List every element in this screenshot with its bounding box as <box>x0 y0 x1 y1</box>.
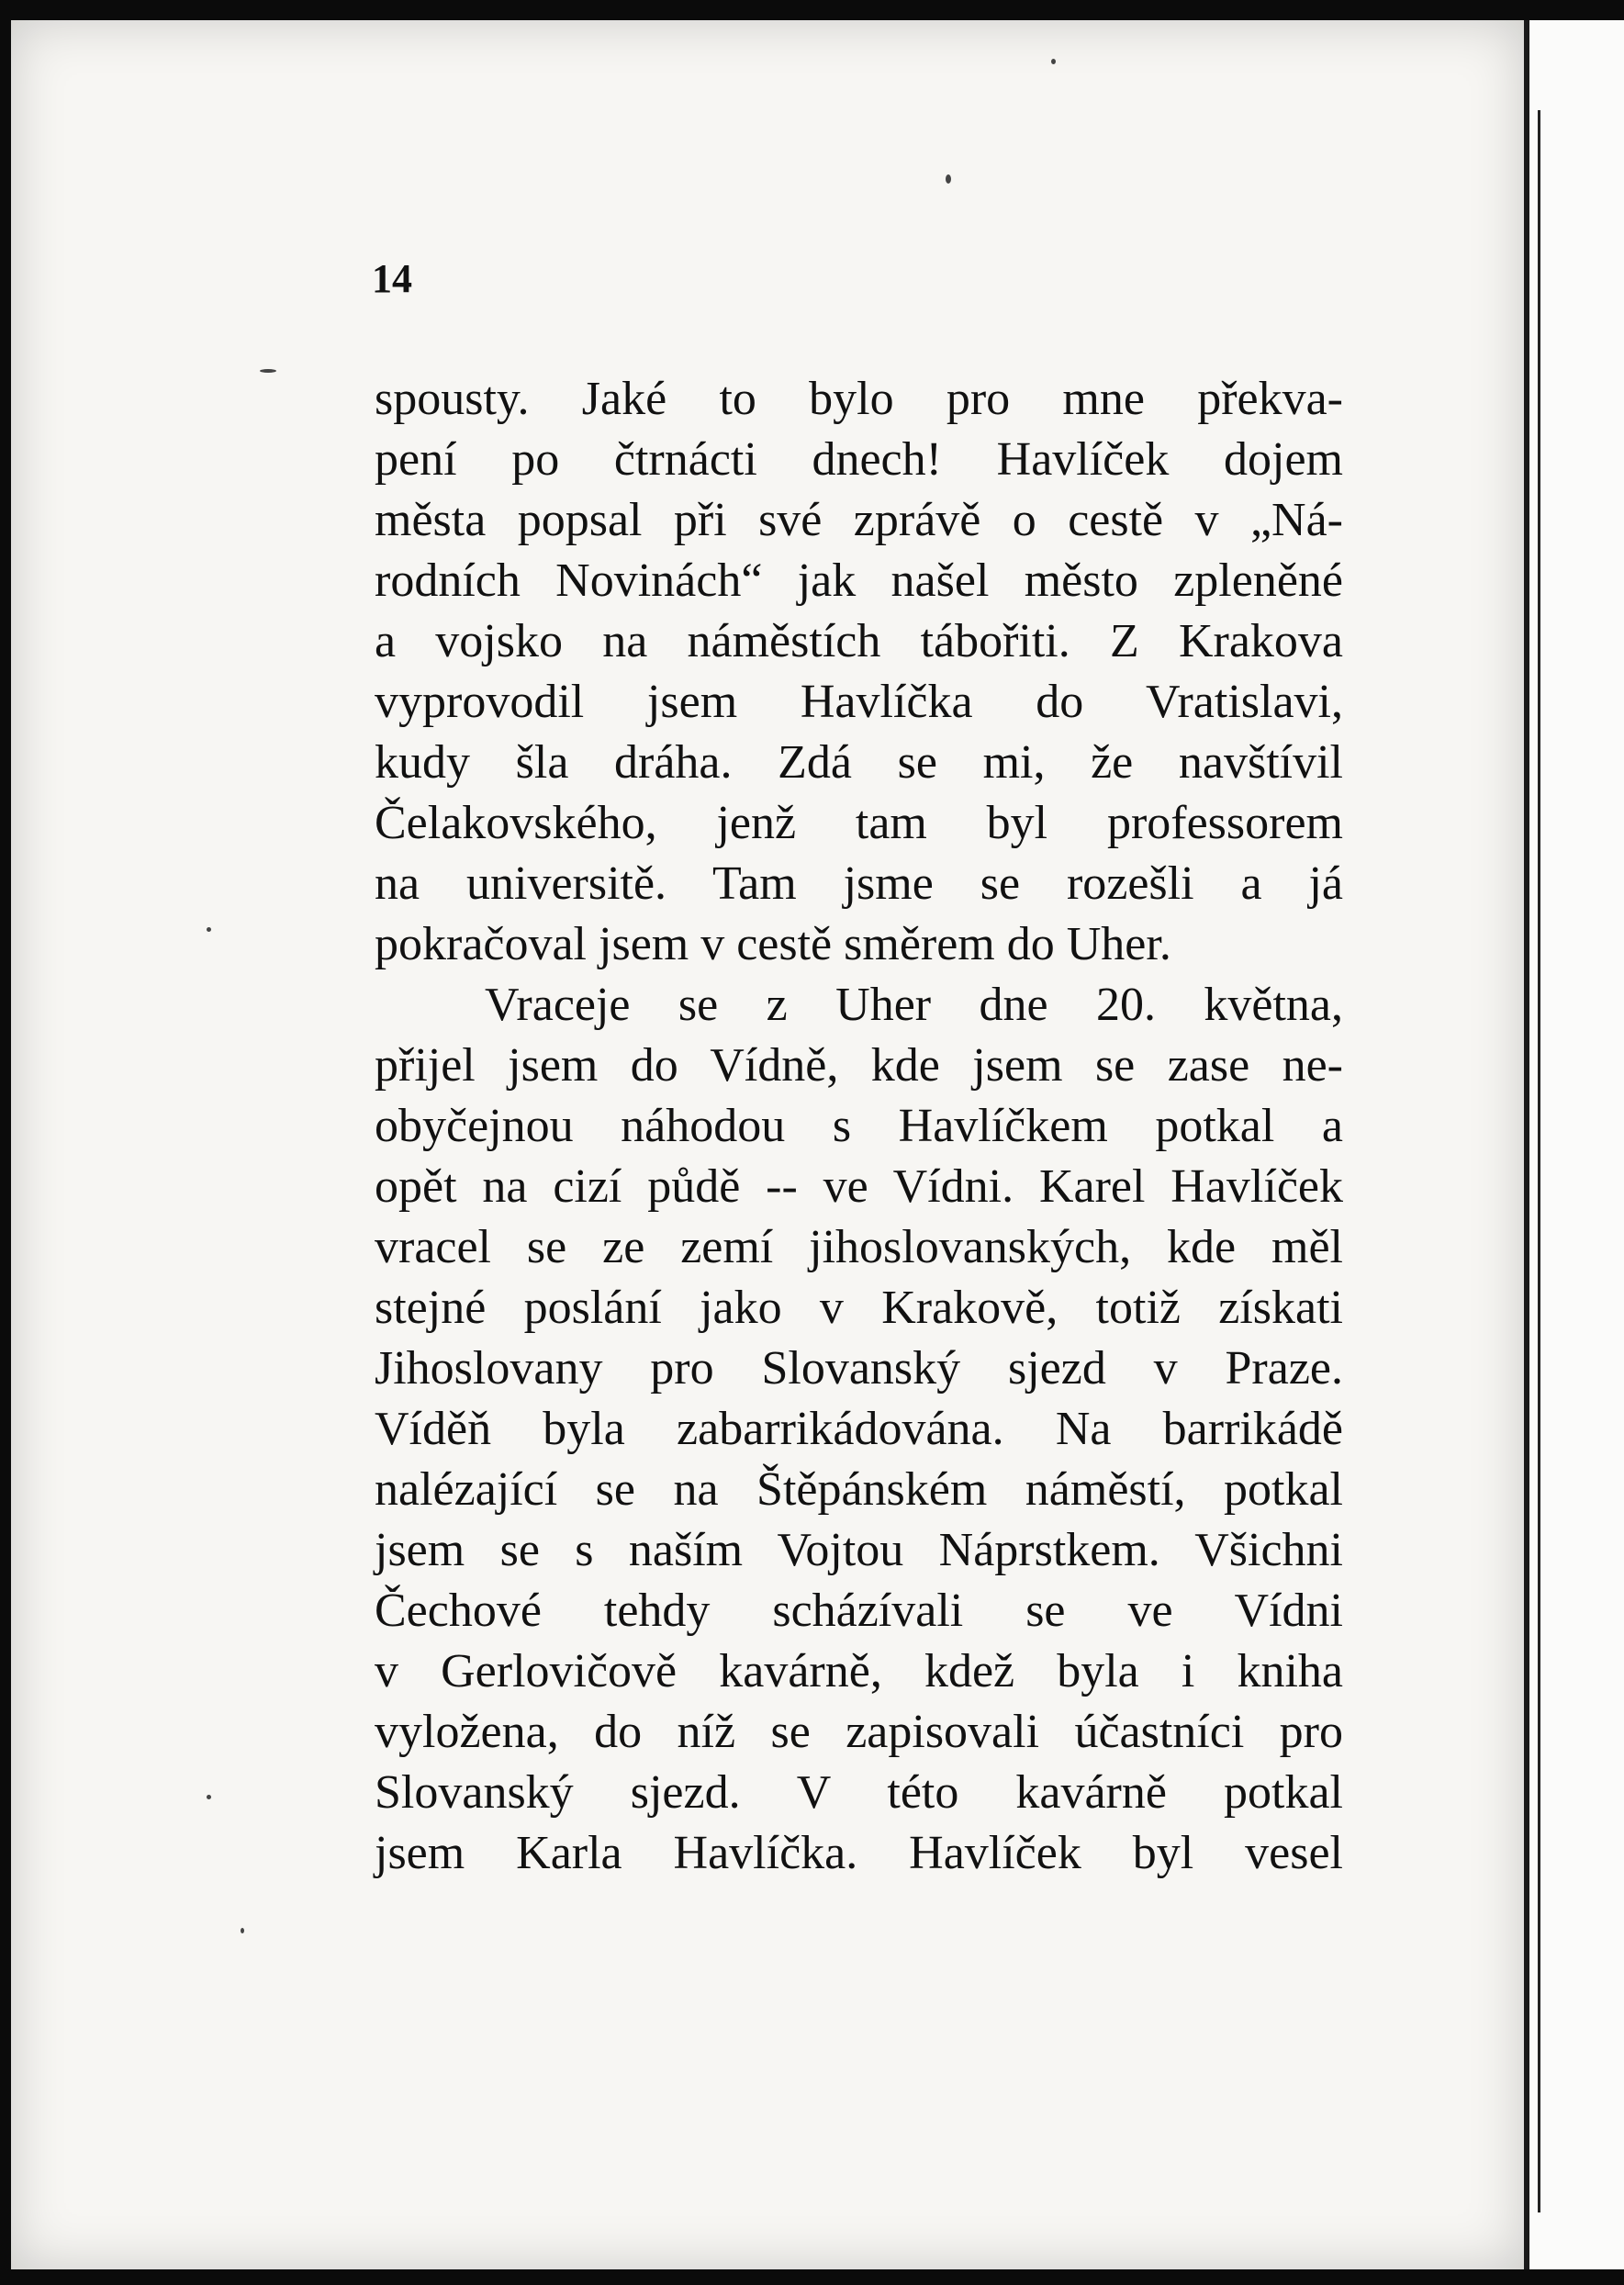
text-line: obyčejnou náhodou s Havlíčkem potkal a <box>375 1100 1343 1152</box>
text-line: kudy šla dráha. Zdá se mi, že navštívil <box>375 736 1343 789</box>
text-line: vracel se ze zemí jihoslovanských, kde měl <box>375 1221 1343 1273</box>
page-number: 14 <box>372 256 412 301</box>
adjacent-page-strip <box>1529 20 1624 2269</box>
dust-speck <box>946 174 951 184</box>
text-line: vyprovodil jsem Havlíčka do Vratislavi, <box>375 676 1343 728</box>
text-line: Čechové tehdy scházívali se ve Vídni <box>375 1585 1343 1637</box>
text-line: Jihoslovany pro Slovanský sjezd v Praze. <box>375 1342 1343 1395</box>
dust-speck <box>241 1928 244 1933</box>
text-line: jsem se s naším Vojtou Náprstkem. Všichni <box>375 1524 1343 1576</box>
text-line: města popsal při své zprávě o cestě v „Ná- <box>375 494 1343 546</box>
text-line: vyložena, do níž se zapisovali účastníci pro <box>375 1706 1343 1758</box>
text-line: spousty. Jaké to bylo pro mne překva- <box>375 373 1343 425</box>
text-line: v Gerlovičově kavárně, kdež byla i kniha <box>375 1645 1343 1697</box>
dust-speck <box>207 1795 211 1799</box>
text-line: Slovanský sjezd. V této kavárně potkal <box>375 1766 1343 1819</box>
text-line: a vojsko na náměstích tábořiti. Z Krakova <box>375 615 1343 667</box>
text-line: rodních Novinách“ jak našel město zpleněné <box>375 554 1343 607</box>
text-line: pení po čtrnácti dnech! Havlíček dojem <box>375 433 1343 486</box>
text-line: stejné poslání jako v Krakově, totiž získati <box>375 1282 1343 1334</box>
text-line: přijel jsem do Vídně, kde jsem se zase ne- <box>375 1039 1343 1092</box>
text-line: opět na cizí půdě -- ve Vídni. Karel Havlíček <box>375 1160 1343 1213</box>
text-line: pokračoval jsem v cestě směrem do Uher. <box>375 918 1171 970</box>
text-line: jsem Karla Havlíčka. Havlíček byl vesel <box>375 1827 1343 1879</box>
dust-speck <box>1051 59 1056 64</box>
dust-speck <box>260 369 276 373</box>
text-line: Vraceje se z Uher dne 20. května, <box>485 979 1343 1031</box>
text-line: Čelakovského, jenž tam byl professorem <box>375 797 1343 849</box>
body-text <box>375 369 1343 1884</box>
text-line: na universitě. Tam jsme se rozešli a já <box>375 857 1343 910</box>
text-line: nalézající se na Štěpánském náměstí, potkal <box>375 1463 1343 1516</box>
dust-speck <box>207 927 211 932</box>
binding-line <box>1538 110 1540 2212</box>
text-line: Víděň byla zabarrikádována. Na barrikádě <box>375 1403 1343 1455</box>
